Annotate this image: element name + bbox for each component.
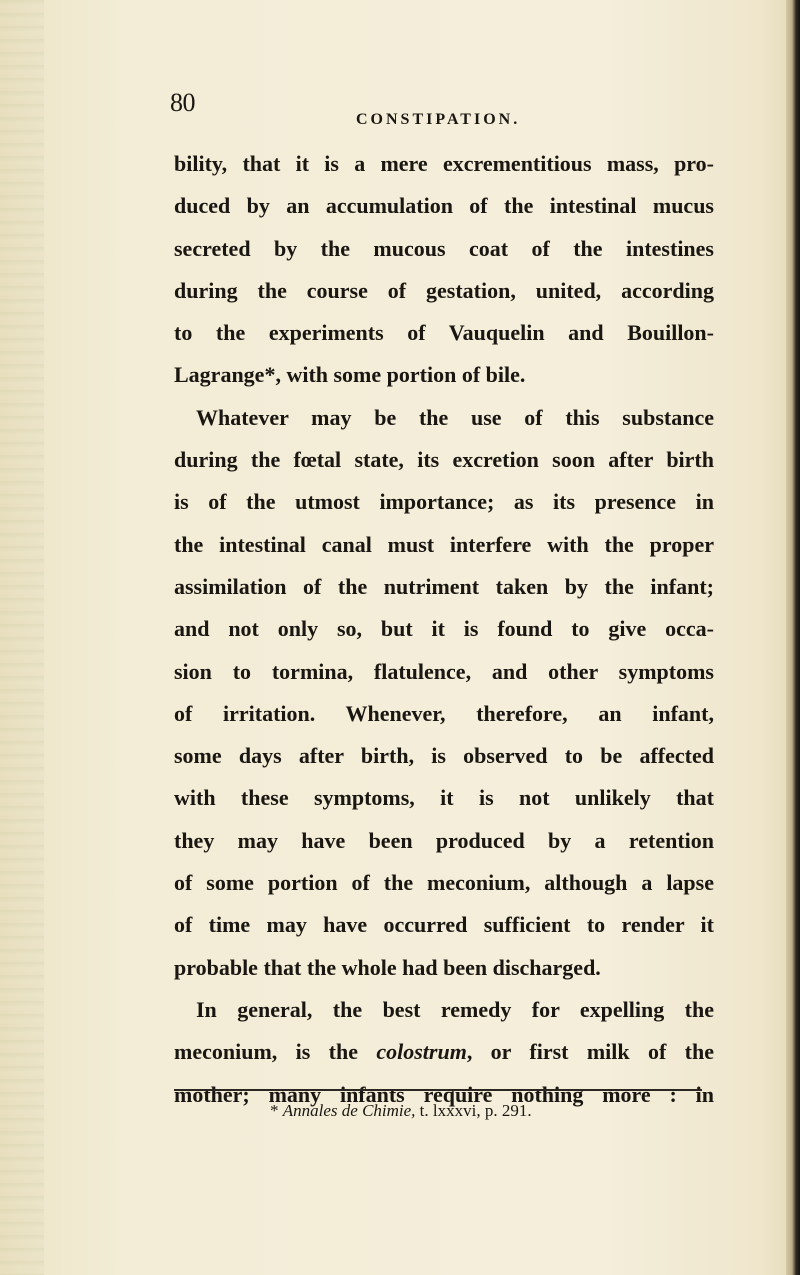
text-line: they may have been produced by a retention [174, 827, 714, 853]
footnote-marker: * [270, 1101, 279, 1120]
text-line: to the experiments of Vauquelin and Bouillon- [174, 320, 714, 346]
footnote-rule [174, 1089, 702, 1091]
text-line: of some portion of the meconium, although a lapse [174, 870, 714, 896]
text-line: sion to tormina, flatulence, and other symptoms [174, 658, 714, 684]
page-edge-shadow [786, 0, 800, 1275]
text-line: during the course of gestation, united, according [174, 277, 714, 303]
text-line: some days after birth, is observed to be affected [174, 743, 714, 769]
text-line: bility, that it is a mere excrementitious mass, pro- [174, 151, 714, 176]
text-line: secreted by the mucous coat of the intestines [174, 235, 714, 261]
footnote-reference: t. lxxxvi, p. 291. [415, 1101, 532, 1120]
footnote-source-title: Annales de Chimie, [282, 1101, 416, 1120]
italic-term: colostrum [376, 1039, 467, 1065]
text-segment: meconium, is the [174, 1039, 377, 1065]
text-line: In general, the best remedy for expelling the [196, 996, 714, 1022]
text-line: Lagrange*, with some portion of bile. [174, 362, 526, 388]
footnote [270, 1101, 532, 1121]
text-line: assimilation of the nutriment taken by the infant; [174, 573, 714, 599]
text-line: and not only so, but it is found to give occa- [174, 616, 714, 642]
text-line: Whatever may be the use of this substance [196, 404, 714, 430]
text-line: during the fœtal state, its excretion soon after birth [174, 447, 714, 473]
page-number: 80 [170, 88, 195, 117]
text-segment: , or first milk of the [466, 1039, 714, 1065]
text-line: of time may have occurred sufficient to render it [174, 912, 714, 938]
running-head: CONSTIPATION. [356, 111, 521, 128]
body-text [174, 143, 714, 1116]
text-line: of irritation. Whenever, therefore, an infant, [174, 700, 714, 726]
text-line: is of the utmost importance; as its presence in [174, 489, 714, 515]
text-line: mother; many infants require nothing more : in [174, 1081, 714, 1107]
page-gutter-shadow [0, 0, 44, 1275]
text-line: with these symptoms, it is not unlikely that [174, 785, 714, 811]
text-line: the intestinal canal must interfere with the proper [174, 531, 714, 557]
text-line: duced by an accumulation of the intestinal mucus [174, 193, 714, 219]
text-line [174, 1031, 714, 1073]
text-line: probable that the whole had been discharged. [174, 954, 601, 980]
